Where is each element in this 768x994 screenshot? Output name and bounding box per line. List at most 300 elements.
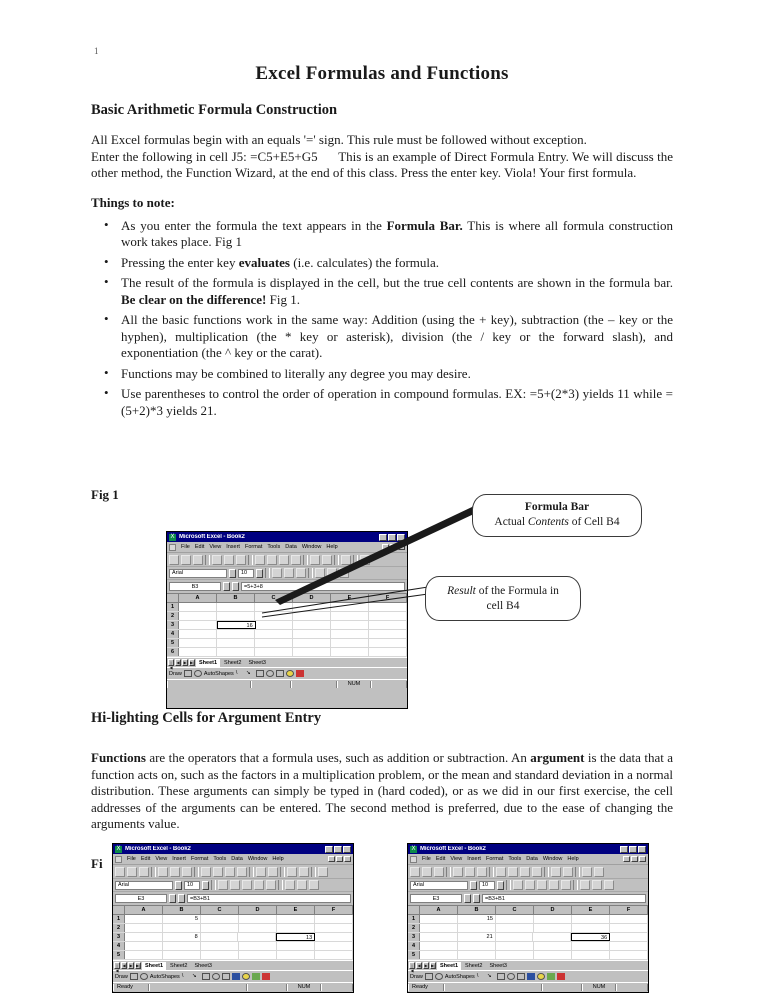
table-row[interactable] xyxy=(113,933,353,942)
cell-b1[interactable]: 15 xyxy=(458,915,496,923)
cell[interactable] xyxy=(201,942,239,950)
name-box[interactable]: E3 xyxy=(410,894,462,903)
font-color-icon[interactable] xyxy=(604,880,614,890)
borders-icon[interactable] xyxy=(285,880,295,890)
font-color-icon[interactable] xyxy=(262,973,270,980)
excel-menu-bar[interactable] xyxy=(113,854,353,865)
bold-icon[interactable] xyxy=(218,880,228,890)
column-header-e[interactable]: E xyxy=(277,906,315,914)
sheet-tab-sheet2[interactable]: Sheet2 xyxy=(167,962,190,970)
select-all-corner[interactable] xyxy=(113,906,125,914)
rectangle-icon[interactable] xyxy=(256,670,264,677)
menu-data[interactable]: Data xyxy=(231,856,243,862)
menu-help[interactable]: Help xyxy=(272,856,284,862)
cell[interactable] xyxy=(534,951,572,959)
free-rotate-icon[interactable] xyxy=(140,973,148,980)
bold-icon[interactable] xyxy=(513,880,523,890)
drawing-toolbar[interactable] xyxy=(408,970,648,982)
first-sheet-icon[interactable]: |◀ xyxy=(115,963,119,973)
standard-toolbar[interactable] xyxy=(113,865,353,879)
font-color-icon[interactable] xyxy=(309,880,319,890)
cell-b3[interactable]: 21 xyxy=(458,933,496,941)
first-sheet-icon[interactable]: |◀ xyxy=(410,963,414,973)
fill-color-icon[interactable] xyxy=(286,670,294,677)
cell[interactable] xyxy=(163,924,201,932)
row-header[interactable]: 2 xyxy=(167,612,179,620)
row-header[interactable]: 1 xyxy=(408,915,420,923)
doc-minimize-icon[interactable] xyxy=(623,856,630,862)
line-icon[interactable]: \ xyxy=(477,973,485,980)
menu-window[interactable]: Window xyxy=(301,544,322,550)
menu-data[interactable]: Data xyxy=(285,544,297,550)
cell[interactable] xyxy=(239,924,277,932)
cell[interactable] xyxy=(179,630,217,638)
table-row[interactable] xyxy=(408,924,648,933)
row-header[interactable]: 3 xyxy=(408,933,420,941)
print-preview-icon[interactable] xyxy=(465,867,475,877)
line-color-icon[interactable] xyxy=(547,973,555,980)
cell[interactable] xyxy=(369,648,407,656)
menu-window[interactable]: Window xyxy=(247,856,268,862)
underline-icon[interactable] xyxy=(537,880,547,890)
cell[interactable] xyxy=(315,924,353,932)
cell[interactable] xyxy=(125,933,163,941)
align-left-icon[interactable] xyxy=(254,880,264,890)
toolbar-overflow-icon[interactable] xyxy=(318,867,328,877)
autoshapes-menu-label[interactable]: AutoShapes xyxy=(444,973,475,980)
fill-color-icon[interactable] xyxy=(242,973,250,980)
menu-format[interactable]: Format xyxy=(244,544,263,550)
cell[interactable] xyxy=(217,648,255,656)
new-icon[interactable] xyxy=(410,867,420,877)
column-header-c[interactable]: C xyxy=(201,906,239,914)
minimize-icon[interactable] xyxy=(620,846,628,853)
italic-icon[interactable] xyxy=(525,880,535,890)
cell[interactable] xyxy=(179,648,217,656)
doc-minimize-icon[interactable] xyxy=(328,856,335,862)
cell[interactable] xyxy=(331,648,369,656)
font-name-chevron-down-icon[interactable] xyxy=(470,881,477,890)
menu-insert[interactable]: Insert xyxy=(467,856,481,862)
column-header-e[interactable]: E xyxy=(572,906,610,914)
cell[interactable] xyxy=(572,915,610,923)
cell[interactable] xyxy=(277,924,315,932)
cell[interactable] xyxy=(420,915,458,923)
menu-file[interactable]: File xyxy=(127,856,136,862)
sheet-tab-sheet1[interactable]: Sheet1 xyxy=(196,659,220,667)
menu-window[interactable]: Window xyxy=(542,856,563,862)
prev-sheet-icon[interactable]: ◀ xyxy=(122,963,126,968)
cell[interactable] xyxy=(572,942,610,950)
menu-edit[interactable]: Edit xyxy=(140,856,151,862)
cell[interactable] xyxy=(255,648,293,656)
cell[interactable] xyxy=(420,933,458,941)
row-header[interactable]: 5 xyxy=(167,639,179,647)
table-row[interactable] xyxy=(113,924,353,933)
save-icon[interactable] xyxy=(434,867,444,877)
fill-color-icon[interactable] xyxy=(297,880,307,890)
drawing-toolbar[interactable] xyxy=(113,970,353,982)
name-box-chevron-down-icon[interactable] xyxy=(223,582,230,591)
paste-icon[interactable] xyxy=(520,867,530,877)
cell[interactable] xyxy=(610,924,648,932)
cell[interactable] xyxy=(293,639,331,647)
formula-bar[interactable] xyxy=(113,892,353,906)
font-size-chevron-down-icon[interactable] xyxy=(202,881,209,890)
drawing-toolbar[interactable] xyxy=(167,667,407,679)
cell[interactable] xyxy=(315,915,353,923)
chart-wizard-icon[interactable] xyxy=(299,867,309,877)
cell[interactable] xyxy=(315,933,353,941)
open-icon[interactable] xyxy=(181,555,191,565)
cell[interactable] xyxy=(534,924,572,932)
cell[interactable] xyxy=(533,933,571,941)
oval-icon[interactable] xyxy=(212,973,220,980)
table-row[interactable] xyxy=(408,951,648,960)
column-header-c[interactable]: C xyxy=(496,906,534,914)
menu-view[interactable]: View xyxy=(450,856,463,862)
format-painter-icon[interactable] xyxy=(237,867,247,877)
cell[interactable] xyxy=(277,951,315,959)
font-name-box[interactable]: Arial xyxy=(115,881,173,890)
print-icon[interactable] xyxy=(453,867,463,877)
select-objects-icon[interactable] xyxy=(425,973,433,980)
font-name-box[interactable]: Arial xyxy=(410,881,468,890)
cell[interactable] xyxy=(277,915,315,923)
fill-color-icon[interactable] xyxy=(537,973,545,980)
close-icon[interactable] xyxy=(638,846,646,853)
cell[interactable] xyxy=(315,942,353,950)
cell[interactable] xyxy=(239,915,277,923)
column-header-a[interactable]: A xyxy=(179,594,217,602)
cell[interactable] xyxy=(201,951,239,959)
rectangle-icon[interactable] xyxy=(497,973,505,980)
row-header[interactable]: 4 xyxy=(408,942,420,950)
cell[interactable] xyxy=(458,942,496,950)
row-header[interactable]: 4 xyxy=(113,942,125,950)
cell[interactable] xyxy=(496,942,534,950)
next-sheet-icon[interactable]: ▶ xyxy=(129,963,133,968)
spelling-icon[interactable] xyxy=(477,867,487,877)
window-controls[interactable] xyxy=(620,846,646,853)
font-size-box[interactable]: 10 xyxy=(479,881,495,890)
insert-wordart-icon[interactable] xyxy=(232,973,240,980)
menu-insert[interactable]: Insert xyxy=(172,856,186,862)
table-row[interactable] xyxy=(113,915,353,924)
cut-icon[interactable] xyxy=(201,867,211,877)
cell[interactable] xyxy=(255,639,293,647)
cell[interactable] xyxy=(179,603,217,611)
cell[interactable] xyxy=(610,933,648,941)
doc-close-icon[interactable] xyxy=(639,856,646,862)
font-name-box[interactable]: Arial xyxy=(169,569,227,578)
italic-icon[interactable] xyxy=(230,880,240,890)
font-color-icon[interactable] xyxy=(557,973,565,980)
paste-icon[interactable] xyxy=(225,867,235,877)
select-all-corner[interactable] xyxy=(167,594,179,602)
font-size-chevron-down-icon[interactable] xyxy=(497,881,504,890)
arrow-icon[interactable]: ↘ xyxy=(246,670,254,677)
menu-data[interactable]: Data xyxy=(526,856,538,862)
row-header[interactable]: 5 xyxy=(408,951,420,959)
cell[interactable] xyxy=(217,630,255,638)
row-header[interactable]: 1 xyxy=(113,915,125,923)
excel-title-bar[interactable] xyxy=(113,844,353,854)
sheet-tab-sheet3[interactable]: Sheet3 xyxy=(245,659,268,667)
cell-selected-b3[interactable]: 16 xyxy=(217,621,256,629)
cell[interactable] xyxy=(125,951,163,959)
menu-file[interactable]: File xyxy=(422,856,431,862)
autoshapes-menu-label[interactable]: AutoShapes xyxy=(149,973,180,980)
copy-icon[interactable] xyxy=(508,867,518,877)
next-sheet-icon[interactable]: ▶ xyxy=(424,963,428,968)
excel-title-bar[interactable] xyxy=(408,844,648,854)
menu-file[interactable]: File xyxy=(181,544,190,550)
line-icon[interactable]: \ xyxy=(182,973,190,980)
menu-tools[interactable]: Tools xyxy=(213,856,227,862)
edit-formula-icon[interactable] xyxy=(178,894,185,903)
column-header-f[interactable]: F xyxy=(315,906,353,914)
column-header-d[interactable]: D xyxy=(239,906,277,914)
cell-selected-e3[interactable]: 36 xyxy=(571,933,610,941)
cell[interactable] xyxy=(239,942,277,950)
sheet-tab-bar[interactable] xyxy=(167,657,407,670)
excel-window-left[interactable] xyxy=(112,843,354,993)
table-row[interactable] xyxy=(408,942,648,951)
select-objects-icon[interactable] xyxy=(130,973,138,980)
table-row[interactable] xyxy=(113,942,353,951)
align-left-icon[interactable] xyxy=(549,880,559,890)
cell[interactable] xyxy=(420,951,458,959)
first-sheet-icon[interactable]: |◀ xyxy=(169,660,173,670)
cell[interactable] xyxy=(277,942,315,950)
cell[interactable] xyxy=(534,942,572,950)
cell[interactable] xyxy=(163,951,201,959)
cell[interactable] xyxy=(125,915,163,923)
column-header-e[interactable]: E xyxy=(331,594,369,602)
copy-icon[interactable] xyxy=(213,867,223,877)
cell[interactable] xyxy=(534,915,572,923)
print-icon[interactable] xyxy=(158,867,168,877)
save-icon[interactable] xyxy=(139,867,149,877)
table-row[interactable] xyxy=(167,639,407,648)
cut-icon[interactable] xyxy=(496,867,506,877)
row-header[interactable]: 1 xyxy=(167,603,179,611)
sheet-tab-bar[interactable] xyxy=(408,960,648,973)
cell[interactable] xyxy=(179,612,217,620)
worksheet-grid[interactable] xyxy=(113,906,353,960)
text-box-icon[interactable] xyxy=(517,973,525,980)
print-preview-icon[interactable] xyxy=(224,555,234,565)
excel-window-right[interactable] xyxy=(407,843,649,993)
free-rotate-icon[interactable] xyxy=(194,670,202,677)
menu-help[interactable]: Help xyxy=(567,856,579,862)
cell[interactable] xyxy=(369,630,407,638)
cell[interactable] xyxy=(331,639,369,647)
cell[interactable] xyxy=(610,951,648,959)
font-size-box[interactable]: 10 xyxy=(238,569,254,578)
spelling-icon[interactable] xyxy=(182,867,192,877)
menu-format[interactable]: Format xyxy=(190,856,209,862)
draw-menu-label[interactable]: Draw xyxy=(169,670,182,677)
standard-toolbar[interactable] xyxy=(408,865,648,879)
cell[interactable] xyxy=(315,951,353,959)
column-header-d[interactable]: D xyxy=(534,906,572,914)
menu-tools[interactable]: Tools xyxy=(267,544,281,550)
menu-edit[interactable]: Edit xyxy=(435,856,446,862)
cell[interactable] xyxy=(572,951,610,959)
cell-selected-e3[interactable]: 13 xyxy=(276,933,315,941)
edit-formula-icon[interactable] xyxy=(473,894,480,903)
insert-wordart-icon[interactable] xyxy=(527,973,535,980)
cell[interactable] xyxy=(201,933,239,941)
open-icon[interactable] xyxy=(127,867,137,877)
formatting-toolbar[interactable] xyxy=(113,879,353,892)
close-icon[interactable] xyxy=(343,846,351,853)
cell[interactable] xyxy=(217,639,255,647)
cell[interactable] xyxy=(331,630,369,638)
cell[interactable] xyxy=(238,933,276,941)
undo-icon[interactable] xyxy=(551,867,561,877)
underline-icon[interactable] xyxy=(242,880,252,890)
formula-input[interactable]: =5+3+8 xyxy=(241,582,405,591)
font-name-chevron-down-icon[interactable] xyxy=(175,881,182,890)
align-center-icon[interactable] xyxy=(266,880,276,890)
formatting-toolbar[interactable] xyxy=(408,879,648,892)
cell[interactable] xyxy=(239,951,277,959)
free-rotate-icon[interactable] xyxy=(435,973,443,980)
print-preview-icon[interactable] xyxy=(170,867,180,877)
line-color-icon[interactable] xyxy=(252,973,260,980)
maximize-icon[interactable] xyxy=(629,846,637,853)
row-header[interactable]: 6 xyxy=(167,648,179,656)
text-box-icon[interactable] xyxy=(276,670,284,677)
font-color-icon[interactable] xyxy=(296,670,304,677)
name-box-chevron-down-icon[interactable] xyxy=(464,894,471,903)
arrow-icon[interactable]: ↘ xyxy=(192,973,200,980)
row-header[interactable]: 4 xyxy=(167,630,179,638)
autoshapes-menu-label[interactable]: AutoShapes xyxy=(203,670,234,677)
menu-tools[interactable]: Tools xyxy=(508,856,522,862)
cell[interactable] xyxy=(125,942,163,950)
cell[interactable] xyxy=(369,639,407,647)
cell-b1[interactable]: 5 xyxy=(163,915,201,923)
cell[interactable] xyxy=(125,924,163,932)
window-controls[interactable] xyxy=(325,846,351,853)
sheet-tab-sheet2[interactable]: Sheet2 xyxy=(221,659,244,667)
cell[interactable] xyxy=(572,924,610,932)
column-header-b[interactable]: B xyxy=(217,594,255,602)
cell[interactable] xyxy=(496,924,534,932)
table-row[interactable] xyxy=(113,951,353,960)
cell[interactable] xyxy=(496,933,534,941)
cell[interactable] xyxy=(201,915,239,923)
name-box[interactable]: E3 xyxy=(115,894,167,903)
menu-edit[interactable]: Edit xyxy=(194,544,205,550)
cell[interactable] xyxy=(458,924,496,932)
table-row[interactable] xyxy=(408,933,648,942)
cell[interactable] xyxy=(201,924,239,932)
menu-view[interactable]: View xyxy=(209,544,222,550)
save-icon[interactable] xyxy=(193,555,203,565)
row-header[interactable]: 2 xyxy=(113,924,125,932)
select-objects-icon[interactable] xyxy=(184,670,192,677)
sheet-tab-sheet3[interactable]: Sheet3 xyxy=(191,962,214,970)
cell[interactable] xyxy=(163,942,201,950)
borders-icon[interactable] xyxy=(580,880,590,890)
formula-input[interactable]: =B3+B1 xyxy=(482,894,646,903)
print-icon[interactable] xyxy=(212,555,222,565)
fill-color-icon[interactable] xyxy=(592,880,602,890)
align-center-icon[interactable] xyxy=(561,880,571,890)
select-all-corner[interactable] xyxy=(408,906,420,914)
prev-sheet-icon[interactable]: ◀ xyxy=(176,660,180,665)
sheet-tab-sheet3[interactable]: Sheet3 xyxy=(486,962,509,970)
document-window-controls[interactable] xyxy=(623,856,646,862)
font-name-chevron-down-icon[interactable] xyxy=(229,569,236,578)
row-header[interactable]: 3 xyxy=(167,621,179,629)
sheet-tab-sheet2[interactable]: Sheet2 xyxy=(462,962,485,970)
open-icon[interactable] xyxy=(422,867,432,877)
draw-menu-label[interactable]: Draw xyxy=(115,973,128,980)
minimize-icon[interactable] xyxy=(325,846,333,853)
arrow-icon[interactable]: ↘ xyxy=(487,973,495,980)
menu-view[interactable]: View xyxy=(155,856,168,862)
formula-input[interactable]: =B3+B1 xyxy=(187,894,351,903)
cell[interactable] xyxy=(293,648,331,656)
edit-formula-icon[interactable] xyxy=(232,582,239,591)
column-header-d[interactable]: D xyxy=(293,594,331,602)
formula-bar[interactable] xyxy=(408,892,648,906)
maximize-icon[interactable] xyxy=(334,846,342,853)
row-header[interactable]: 3 xyxy=(113,933,125,941)
oval-icon[interactable] xyxy=(266,670,274,677)
cell[interactable] xyxy=(420,924,458,932)
sheet-tab-bar[interactable] xyxy=(113,960,353,973)
cell[interactable] xyxy=(496,951,534,959)
autosum-icon[interactable] xyxy=(287,867,297,877)
cell[interactable] xyxy=(496,915,534,923)
row-header[interactable]: 5 xyxy=(113,951,125,959)
menu-format[interactable]: Format xyxy=(485,856,504,862)
cell[interactable] xyxy=(179,621,217,629)
table-row[interactable] xyxy=(408,915,648,924)
name-box-chevron-down-icon[interactable] xyxy=(169,894,176,903)
sheet-tab-sheet1[interactable]: Sheet1 xyxy=(142,962,166,970)
undo-icon[interactable] xyxy=(256,867,266,877)
menu-insert[interactable]: Insert xyxy=(226,544,240,550)
doc-restore-icon[interactable] xyxy=(336,856,343,862)
last-sheet-icon[interactable]: ▶| xyxy=(431,963,436,968)
doc-close-icon[interactable] xyxy=(344,856,351,862)
cell[interactable] xyxy=(255,630,293,638)
autosum-icon[interactable] xyxy=(582,867,592,877)
line-icon[interactable]: \ xyxy=(236,670,244,677)
table-row[interactable] xyxy=(167,648,407,657)
new-icon[interactable] xyxy=(169,555,179,565)
column-header-b[interactable]: B xyxy=(163,906,201,914)
name-box[interactable]: B3 xyxy=(169,582,221,591)
column-header-f[interactable]: F xyxy=(369,594,407,602)
doc-restore-icon[interactable] xyxy=(631,856,638,862)
row-header[interactable]: 2 xyxy=(408,924,420,932)
next-sheet-icon[interactable]: ▶ xyxy=(183,660,187,665)
cell-b3[interactable]: 8 xyxy=(163,933,201,941)
document-window-controls[interactable] xyxy=(328,856,351,862)
new-icon[interactable] xyxy=(115,867,125,877)
cell[interactable] xyxy=(610,915,648,923)
cell[interactable] xyxy=(420,942,458,950)
